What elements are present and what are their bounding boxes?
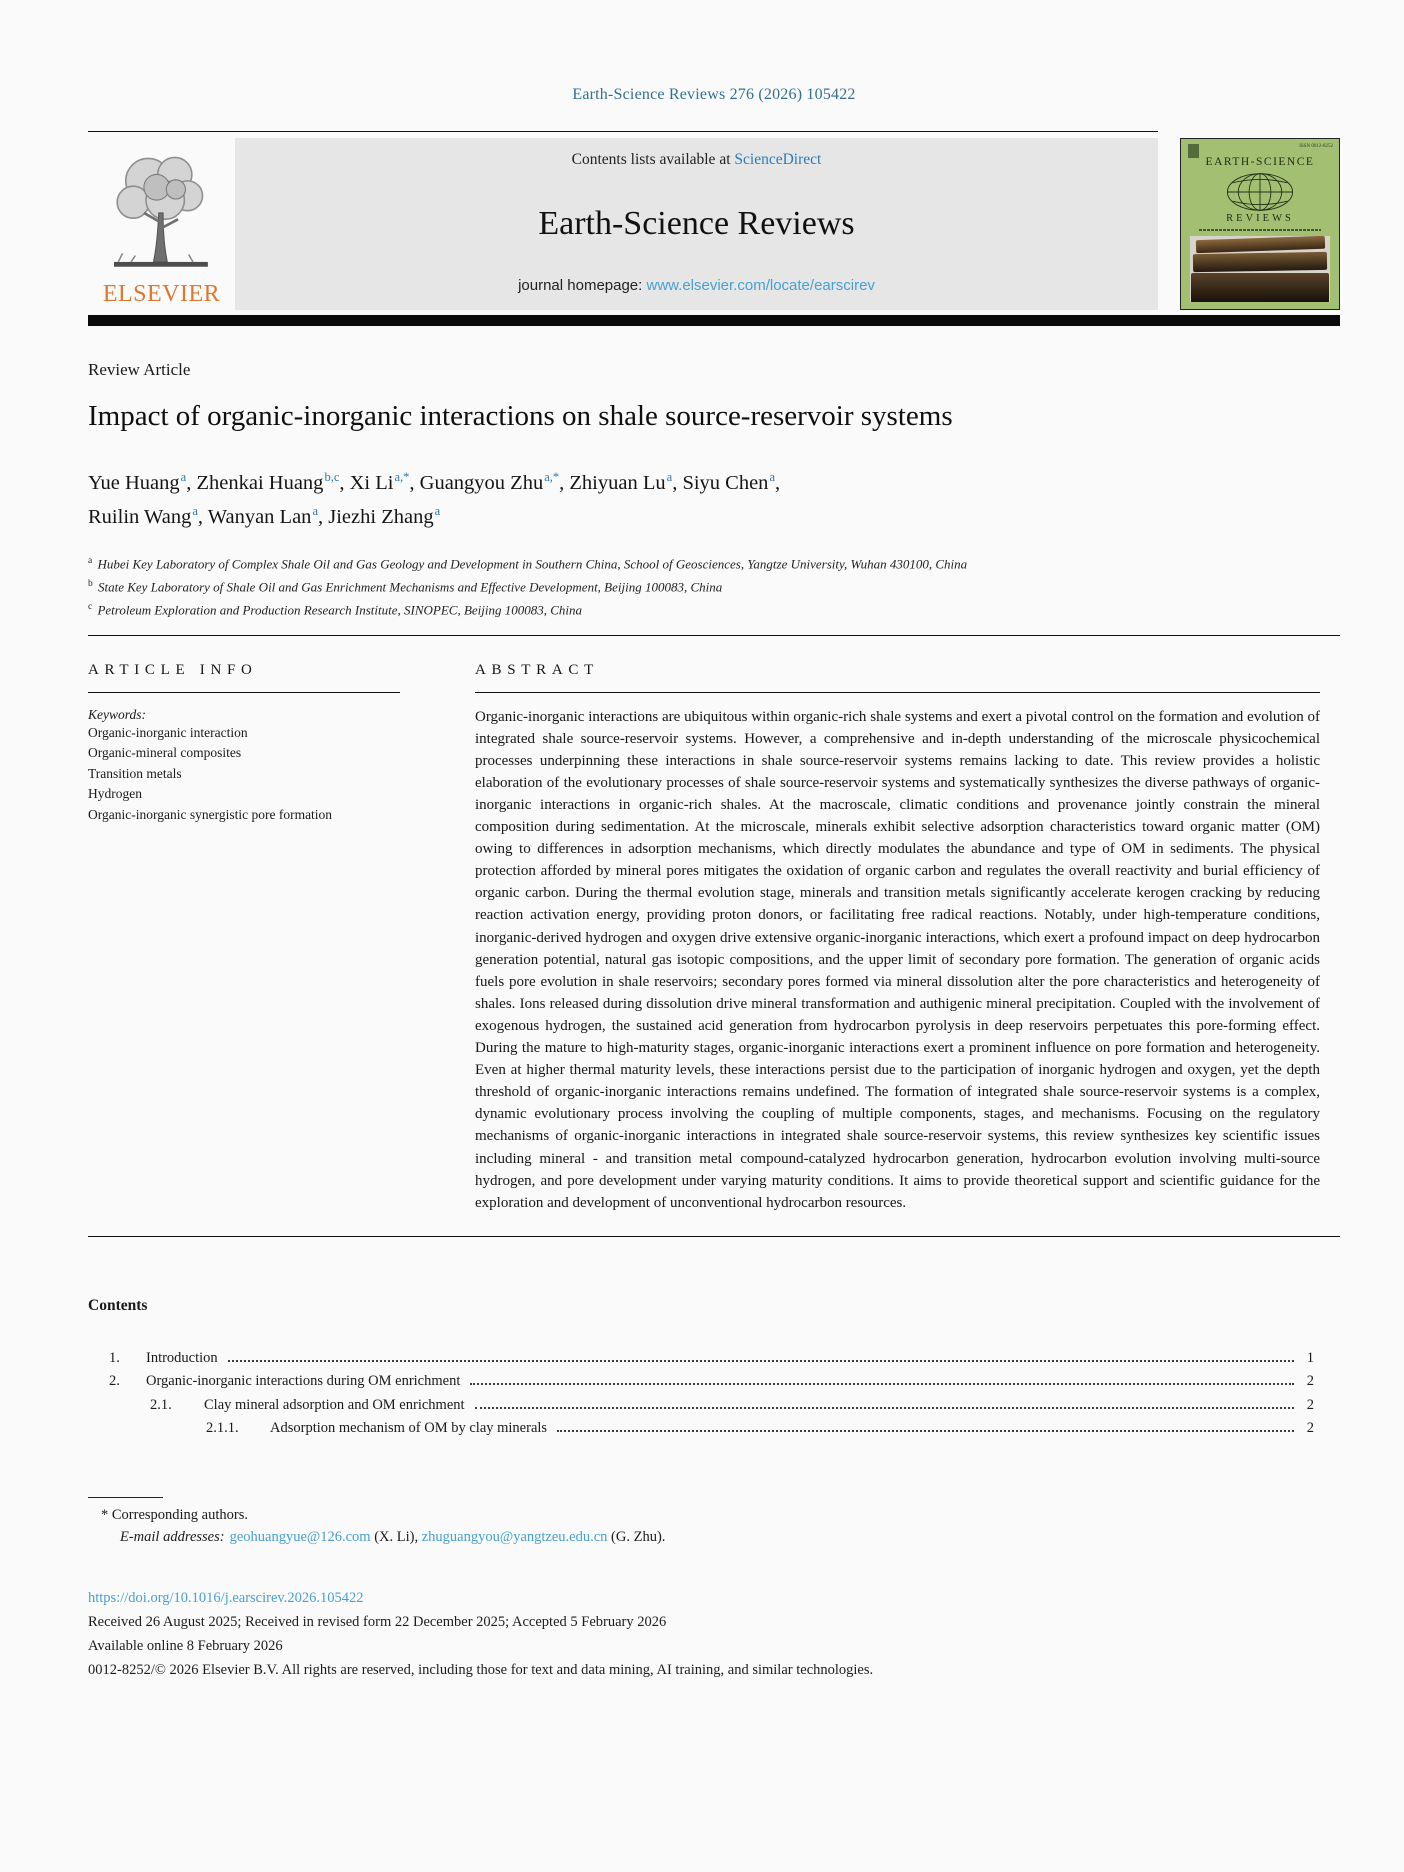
rock-slab bbox=[1195, 236, 1324, 253]
email-suffix: (G. Zhu). bbox=[607, 1528, 666, 1545]
cover-tagline bbox=[1199, 229, 1321, 231]
email-addresses-line bbox=[88, 1529, 1340, 1546]
homepage-label: journal homepage: bbox=[518, 277, 643, 294]
keyword-item: Organic-inorganic synergistic pore formation bbox=[88, 806, 333, 822]
author-name: Siyu Chen bbox=[682, 471, 769, 494]
banner-box bbox=[235, 138, 1158, 310]
email-link-xi-li[interactable]: geohuangyue@126.com bbox=[229, 1528, 371, 1545]
author-affiliation-sup: a bbox=[312, 503, 318, 518]
divider bbox=[475, 692, 1320, 693]
toc-entry-number: 2.1. bbox=[150, 1396, 172, 1413]
footnote-divider bbox=[88, 1497, 163, 1498]
article-info-heading: ARTICLE INFO bbox=[88, 661, 258, 678]
journal-cover-thumbnail[interactable] bbox=[1180, 138, 1340, 310]
toc-entry-page: 2 bbox=[1306, 1420, 1314, 1437]
author-name: Yue Huang bbox=[88, 471, 180, 494]
author-affiliation-sup: a bbox=[192, 503, 198, 518]
affiliation-sup: b bbox=[88, 578, 93, 589]
elsevier-wordmark: ELSEVIER bbox=[102, 281, 221, 307]
toc-entry-number: 1. bbox=[109, 1349, 120, 1366]
author-list: Yue Huang$^a$, Zhenkai Huang$^{b,c}$, Xi $Li^{a,*}$, Guangyou Zhu$^{a,*}$, Zhiyuan Lu$^a$, Siyu Chen$^a$, Ruilin Wang$^a$, Wanyan Lan$^a$, Jiezhi Zhang$^a$ bbox=[88, 470, 781, 528]
journal-title: Earth-Science Reviews bbox=[538, 205, 855, 242]
toc-entry[interactable] bbox=[88, 1370, 1314, 1394]
footnote-star: * bbox=[101, 1506, 109, 1523]
journal-homepage-link[interactable]: www.elsevier.com/locate/earscirev bbox=[646, 277, 875, 294]
toc-entry-label: Introduction bbox=[146, 1349, 218, 1366]
article-info-column bbox=[88, 662, 400, 1214]
contents-heading: Contents bbox=[88, 1296, 148, 1314]
cover-issn: ISSN 0012-8252 bbox=[1299, 144, 1333, 149]
copyright-line: 0012-8252/© 2026 Elsevier B.V. All rights are reserved, including those for text and data mining, AI training, and similar technologies. bbox=[88, 1661, 874, 1678]
column-gap bbox=[400, 662, 475, 1214]
author-name: Ruilin Wang bbox=[88, 505, 192, 528]
toc-entry[interactable] bbox=[88, 1417, 1314, 1441]
journal-homepage-line bbox=[518, 277, 875, 294]
affiliation-item: $^b$ State Key Laboratory of Shale Oil and Gas Enrichment Mechanisms and Effective Development, Beijing 100083, China bbox=[88, 578, 723, 595]
email-link-g-zhu[interactable]: zhuguangyou@yangtzeu.edu.cn bbox=[421, 1528, 608, 1545]
toc-entry[interactable] bbox=[88, 1394, 1314, 1418]
doi-line bbox=[88, 1586, 1340, 1610]
info-abstract-section bbox=[88, 636, 1340, 1214]
section-divider-bar bbox=[88, 315, 1340, 326]
table-of-contents bbox=[88, 1347, 1340, 1441]
contents-lists-line bbox=[572, 151, 822, 169]
toc-entry[interactable] bbox=[88, 1347, 1314, 1371]
journal-banner bbox=[88, 138, 1340, 310]
toc-entry-number: 2.1.1. bbox=[206, 1420, 239, 1437]
toc-entry-label: Clay mineral adsorption and OM enrichment bbox=[204, 1396, 465, 1413]
email-suffix: (X. Li), bbox=[370, 1528, 422, 1545]
affiliation-sup: a bbox=[88, 555, 93, 566]
elsevier-tree-icon bbox=[103, 151, 221, 279]
toc-dot-leader bbox=[228, 1360, 1294, 1362]
author-affiliation-sup: a bbox=[666, 470, 673, 484]
tree-ground bbox=[114, 262, 208, 267]
author-name: Wanyan Lan bbox=[207, 505, 312, 528]
cover-subtitle: REVIEWS bbox=[1226, 213, 1294, 224]
keywords-list bbox=[88, 723, 400, 826]
abstract-column bbox=[475, 662, 1320, 1214]
doi-link[interactable]: https://doi.org/10.1016/j.earscirev.2026.105422 bbox=[88, 1589, 364, 1606]
abstract-text: Organic-inorganic interactions are ubiquitous within organic-rich shale systems and exert a pivotal control on the formation and evolution of integrated shale source-reservoir systems. However, a comprehensive and in-depth understanding of the microscale physicochemical processes underpinning these interactions in shale source-reservoir systems remains lacking to date. This review provides a holistic elaboration of the evolutionary processes of shale source-reservoir systems and systematically synthesizes the diverse pathways of organic-inorganic interactions in organic-rich shales. At the macroscale, climatic conditions and provenance jointly constrain the mineral composition during sedimentation. At the microscale, minerals exhibit selective adsorption characteristics toward organic matter (OM) owing to differences in adsorption mechanisms, which directly modulates the abundance and type of OM in sediments. The physical protection afforded by mineral pores mitigates the oxidation of organic carbon and regulates the overall reactivity and burial efficiency of organic carbon. During the thermal evolution stage, minerals and transition metals significantly accelerate kerogen cracking by reducing reaction activation energy, providing proton donors, or facilitating free radical reactions. Notably, under high-temperature conditions, inorganic-derived hydrogen and oxygen drive extensive organic-inorganic interactions, which exert a profound impact on deep hydrocarbon generation potential, natural gas isotopic compositions, and the upper limit of secondary pore formation. The generation of organic acids fuels pore evolution in shale reservoirs; secondary pores formed via mineral dissolution alter the pore characteristics and heterogeneity of shales. Ions released during dissolution drive mineral transformation and authigenic mineral precipitation. Coupled with the involvement of exogenous hydrogen, the sustained acid generation from hydrocarbon pyrolysis in deep reservoirs perpetuates this pore-forming effect. During the mature to high-maturity stages, organic-inorganic interactions exert a prominent influence on pore formation and heterogeneity. Even at higher thermal maturity levels, these interactions persist due to the participation of inorganic hydrogen and oxygen, yet the depth threshold of organic-inorganic interactions remains undefined. The formation of integrated shale source-reservoir systems is a complex, dynamic evolutionary process involving the coupling of multiple components, stages, and mechanisms. Focusing on the regulatory mechanisms of organic-inorganic interactions in integrated shale source-reservoir systems, this review synthesizes key scientific issues including mineral - and transition metal compound-catalyzed hydrocarbon generation, hydrocarbon evolution involving multi-source hydrogen, and pore development under varying maturity conditions. It aims to provide theoretical support and scientific guidance for the exploration and development of unconventional hydrocarbon resources. bbox=[475, 708, 1320, 1211]
cover-title: EARTH-SCIENCE bbox=[1205, 156, 1315, 168]
toc-entry-page: 1 bbox=[1306, 1349, 1314, 1366]
author-affiliation-sup: a,* bbox=[394, 470, 410, 484]
author-name: Zhiyuan Lu bbox=[569, 471, 666, 494]
author-name: Guangyou Zhu bbox=[419, 471, 544, 494]
cover-rock-photo bbox=[1190, 236, 1330, 302]
article-type-label: Review Article bbox=[88, 360, 191, 379]
header-divider bbox=[88, 131, 1158, 132]
author-affiliation-sup: a bbox=[180, 470, 187, 484]
available-online-line: Available online 8 February 2026 bbox=[88, 1637, 283, 1654]
toc-dot-leader bbox=[475, 1407, 1294, 1409]
author-affiliation-sup: a,* bbox=[544, 470, 560, 484]
keywords-label: Keywords: bbox=[88, 706, 146, 722]
toc-entry-label: Adsorption mechanism of OM by clay minerals bbox=[270, 1420, 548, 1437]
divider bbox=[88, 692, 400, 693]
corresponding-authors-note bbox=[88, 1507, 1340, 1524]
globe-icon bbox=[1201, 172, 1319, 212]
divider bbox=[88, 1236, 1340, 1237]
keyword-item: Organic-mineral composites bbox=[88, 745, 242, 761]
affiliation-list bbox=[88, 551, 1340, 621]
abstract-heading: ABSTRACT bbox=[475, 661, 599, 678]
toc-entry-label: Organic-inorganic interactions during OM enrichment bbox=[146, 1373, 461, 1390]
toc-dot-leader bbox=[557, 1430, 1294, 1432]
keyword-item: Hydrogen bbox=[88, 786, 142, 802]
article-title: Impact of organic-inorganic interactions on shale source-reservoir systems bbox=[88, 400, 953, 432]
keyword-item: Transition metals bbox=[88, 765, 182, 781]
sciencedirect-link[interactable]: ScienceDirect bbox=[734, 151, 822, 168]
toc-entry-page: 2 bbox=[1306, 1396, 1314, 1413]
running-head-citation: Earth-Science Reviews 276 (2026) 105422 bbox=[572, 86, 856, 103]
received-dates-line: Received 26 August 2025; Received in revised form 22 December 2025; Accepted 5 February 2026 bbox=[88, 1613, 667, 1630]
toc-entry-page: 2 bbox=[1306, 1373, 1314, 1390]
affiliation-sup: c bbox=[88, 602, 93, 613]
author-affiliation-sup: a bbox=[434, 503, 441, 518]
author-name: Zhenkai Huang bbox=[196, 471, 324, 494]
author-name: Xi Li bbox=[349, 471, 394, 494]
rock-slab bbox=[1193, 252, 1328, 272]
author-affiliation-sup: a bbox=[769, 470, 775, 484]
elsevier-logo bbox=[88, 138, 235, 310]
affiliation-item: $^c$ Petroleum Exploration and Production Research Institute, SINOPEC, Beijing 100083, China bbox=[88, 602, 583, 618]
email-addresses-label: E-mail addresses: bbox=[120, 1528, 225, 1545]
affiliation-item: $^a$ Hubei Key Laboratory of Complex Shale Oil and Gas Geology and Development in Southern China, School of Geosciences, Yangtze University, Wuhan 430100, China bbox=[88, 555, 968, 571]
contents-lists-text: Contents lists available at bbox=[571, 151, 731, 168]
author-name: Jiezhi Zhang bbox=[328, 505, 434, 528]
toc-entry-number: 2. bbox=[109, 1373, 120, 1390]
author-affiliation-sup: b,c bbox=[324, 470, 340, 484]
keyword-item: Organic-inorganic interaction bbox=[88, 724, 248, 740]
rock-slab bbox=[1191, 273, 1328, 302]
corresponding-authors-text: Corresponding authors. bbox=[111, 1506, 248, 1523]
toc-dot-leader bbox=[470, 1383, 1294, 1385]
